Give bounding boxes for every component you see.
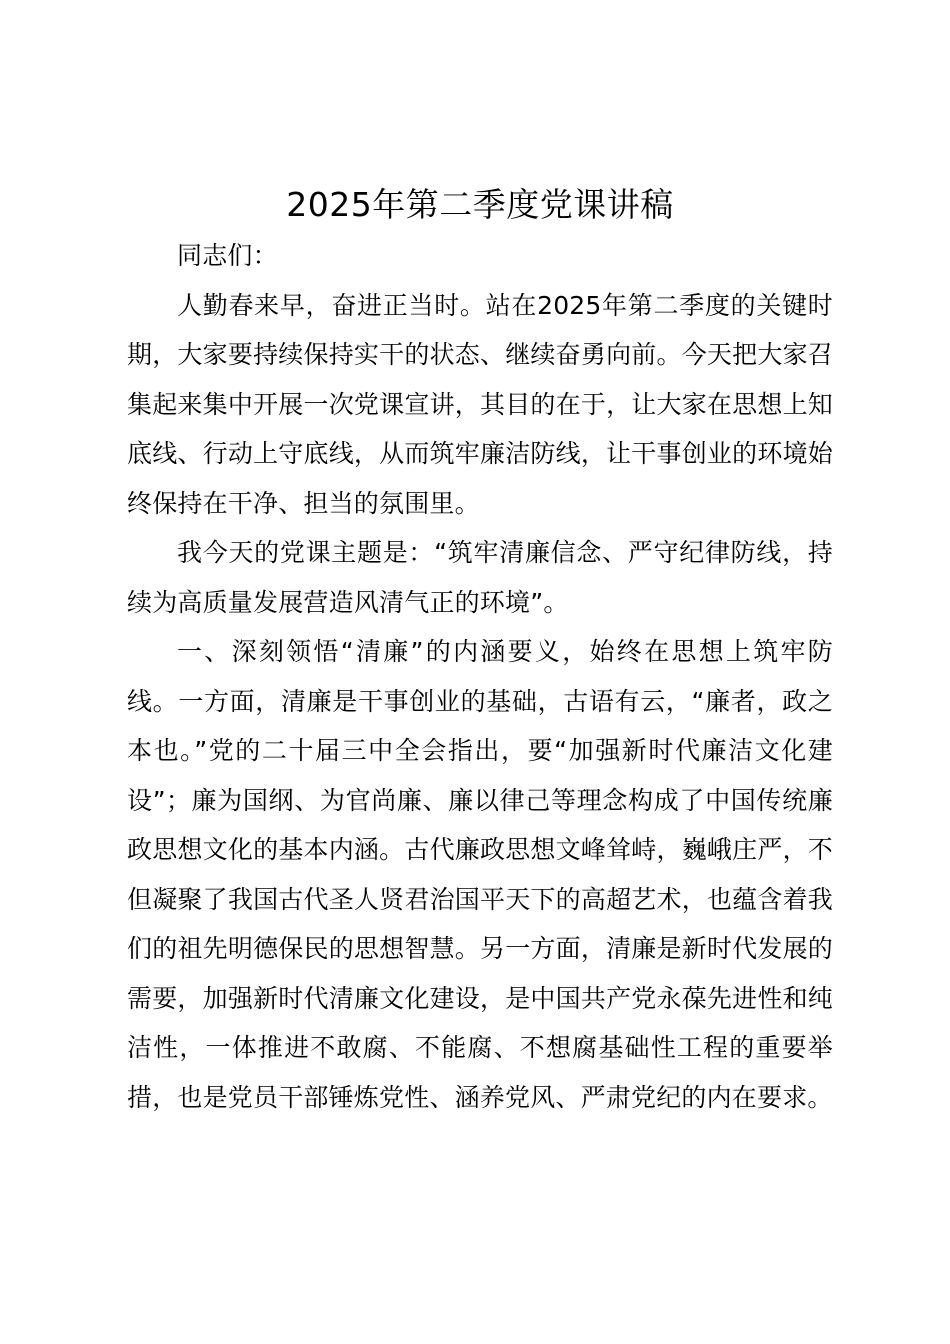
document-body [127,183,833,1122]
document-title: 2025年第二季度党课讲稿 [286,185,674,224]
salutation: 同志们： [177,241,278,270]
paragraph-section-one: 一、深刻领悟“清廉”的内涵要义，始终在思想上筑牢防线。一方面，清廉是干事创业的基础，古语有云，“廉者，政之本也。”党的二十届三中全会指出，要“加强新时代廉洁文化建设”；廉为国纲、为官尚廉、廉以律己等理念构成了中国传统廉政思想文化的基本内涵。古代廉政思想文峰耸峙，巍峨庄严，不但凝聚了我国古代圣人贤君治国平天下的高超艺术，也蕴含着我们的祖先明德保民的思想智慧。另一方面，清廉是新时代发展的需要，加强新时代清廉文化建设，是中国共产党永葆先进性和纯洁性，一体推进不敢腐、不能腐、不想腐基础性工程的重要举措，也是党员干部锤炼党性、涵养党风、严肃党纪的内在要求。 [127,637,833,1112]
paragraph-theme: 我今天的党课主题是：“筑牢清廉信念、严守纪律防线，持续为高质量发展营造风清气正的环境”。 [127,538,833,617]
paragraph-intro: 人勤春来早，奋进正当时。站在2025年第二季度的关键时期，大家要持续保持实干的状态、继续奋勇向前。今天把大家召集起来集中开展一次党课宣讲，其目的在于，让大家在思想上知底线、行动上守底线，从而筑牢廉洁防线，让干事创业的环境始终保持在干净、担当的氛围里。 [127,290,833,518]
